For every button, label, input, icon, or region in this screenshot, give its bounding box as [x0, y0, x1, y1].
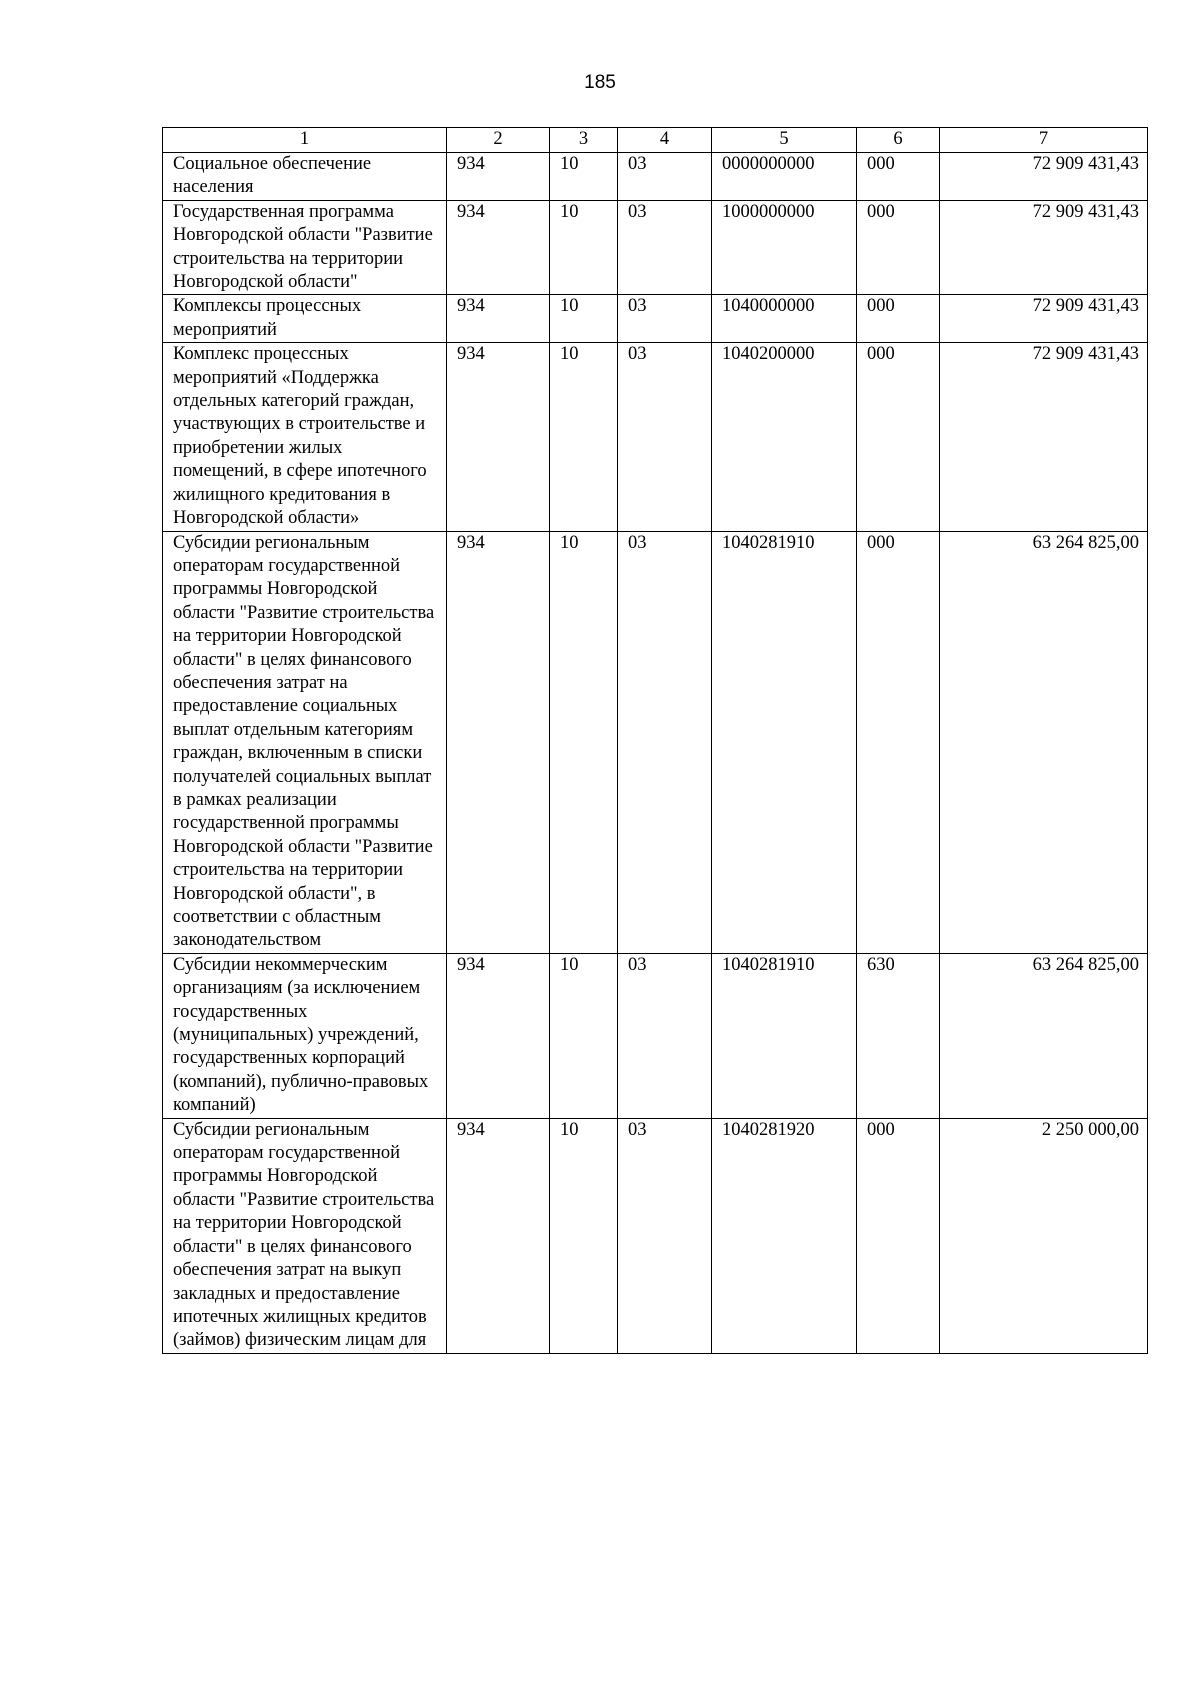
table-row — [163, 953, 1148, 1118]
cell-section: 10 — [550, 295, 618, 343]
cell-section: 10 — [550, 953, 618, 1118]
row-name: Социальное обеспечение населения — [163, 153, 447, 201]
row-name: Государственная программа Новгородской области "Развитие строительства на территории Новгородской области" — [163, 200, 447, 295]
cell-amount: 63 264 825,00 — [940, 953, 1148, 1118]
table-row — [163, 343, 1148, 531]
table-row — [163, 200, 1148, 295]
table-row — [163, 153, 1148, 201]
cell-amount: 72 909 431,43 — [940, 295, 1148, 343]
cell-target-article: 1000000000 — [712, 200, 857, 295]
cell-target-article: 1040200000 — [712, 343, 857, 531]
cell-ministry: 934 — [447, 153, 550, 201]
cell-amount: 72 909 431,43 — [940, 153, 1148, 201]
cell-expense-type: 000 — [857, 200, 940, 295]
cell-ministry: 934 — [447, 295, 550, 343]
header-cell: 7 — [940, 128, 1148, 153]
header-cell: 6 — [857, 128, 940, 153]
cell-subsection: 03 — [618, 153, 712, 201]
budget-table — [162, 127, 1148, 1354]
cell-amount: 63 264 825,00 — [940, 531, 1148, 953]
cell-amount: 72 909 431,43 — [940, 200, 1148, 295]
cell-ministry: 934 — [447, 200, 550, 295]
table-row — [163, 295, 1148, 343]
cell-section: 10 — [550, 343, 618, 531]
cell-expense-type: 000 — [857, 343, 940, 531]
cell-expense-type: 000 — [857, 1118, 940, 1353]
cell-section: 10 — [550, 153, 618, 201]
row-name: Субсидии некоммерческим организациям (за исключением государственных (муниципальных) учреждений, государственных корпораций (компаний), публично-правовых компаний) — [163, 953, 447, 1118]
cell-expense-type: 000 — [857, 153, 940, 201]
cell-target-article: 1040281910 — [712, 953, 857, 1118]
cell-target-article: 1040281910 — [712, 531, 857, 953]
cell-expense-type: 000 — [857, 295, 940, 343]
header-cell: 3 — [550, 128, 618, 153]
row-name: Комплексы процессных мероприятий — [163, 295, 447, 343]
header-cell: 5 — [712, 128, 857, 153]
cell-subsection: 03 — [618, 343, 712, 531]
cell-expense-type: 630 — [857, 953, 940, 1118]
header-cell: 4 — [618, 128, 712, 153]
cell-expense-type: 000 — [857, 531, 940, 953]
cell-ministry: 934 — [447, 1118, 550, 1353]
cell-target-article: 1040281920 — [712, 1118, 857, 1353]
table-body — [163, 153, 1148, 1354]
header-row — [163, 128, 1148, 153]
cell-section: 10 — [550, 1118, 618, 1353]
cell-subsection: 03 — [618, 531, 712, 953]
header-cell: 2 — [447, 128, 550, 153]
page-number: 185 — [584, 72, 616, 93]
table-row — [163, 531, 1148, 953]
cell-target-article: 1040000000 — [712, 295, 857, 343]
table-header — [163, 128, 1148, 153]
cell-ministry: 934 — [447, 531, 550, 953]
header-cell: 1 — [163, 128, 447, 153]
cell-ministry: 934 — [447, 343, 550, 531]
cell-section: 10 — [550, 531, 618, 953]
cell-ministry: 934 — [447, 953, 550, 1118]
cell-amount: 2 250 000,00 — [940, 1118, 1148, 1353]
table-row — [163, 1118, 1148, 1353]
cell-target-article: 0000000000 — [712, 153, 857, 201]
cell-subsection: 03 — [618, 953, 712, 1118]
cell-subsection: 03 — [618, 200, 712, 295]
cell-subsection: 03 — [618, 295, 712, 343]
row-name: Субсидии региональным операторам государственной программы Новгородской области "Развитие строительства на территории Новгородской области" в целях финансового обеспечения затрат на предоставление социальных выплат отдельным категориям граждан, включенным в списки получателей социальных выплат в рамках реализации государственной программы Новгородской области "Развитие строительства на территории Новгородской области", в соответствии с областным законодательством — [163, 531, 447, 953]
row-name: Субсидии региональным операторам государственной программы Новгородской области "Развитие строительства на территории Новгородской области" в целях финансового обеспечения затрат на выкуп закладных и предоставление ипотечных жилищных кредитов (займов) физическим лицам для — [163, 1118, 447, 1353]
row-name: Комплекс процессных мероприятий «Поддержка отдельных категорий граждан, участвующих в строительстве и приобретении жилых помещений, в сфере ипотечного жилищного кредитования в Новгородской области» — [163, 343, 447, 531]
cell-subsection: 03 — [618, 1118, 712, 1353]
cell-section: 10 — [550, 200, 618, 295]
cell-amount: 72 909 431,43 — [940, 343, 1148, 531]
